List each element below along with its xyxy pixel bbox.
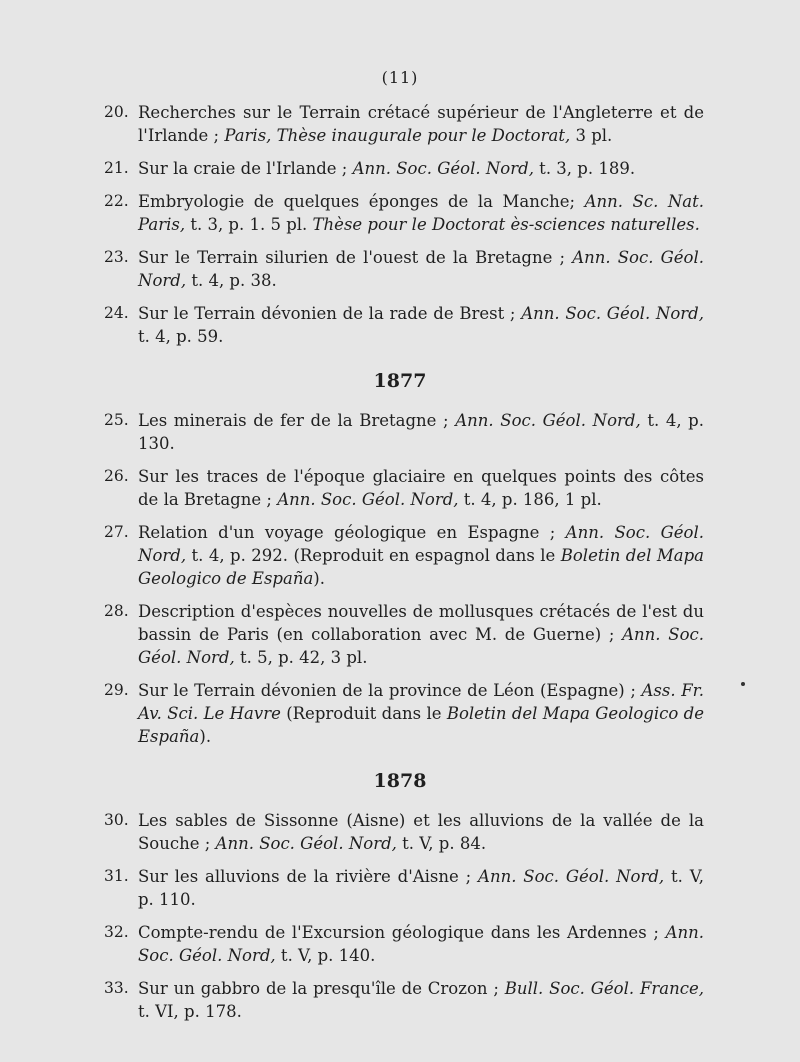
entry-italic-text: Ann. Soc. Géol. Nord, xyxy=(352,159,534,178)
entry-text: Sur le Terrain dévonien de la rade de Brest ; xyxy=(138,304,522,323)
entry-italic-text: Ann. Sc. Nat. Paris, xyxy=(138,192,705,234)
entry-text: ). xyxy=(199,727,212,746)
entry-number: 21. xyxy=(104,159,129,177)
entry-italic-text: Ass. Fr. Av. Sci. Le Havre xyxy=(138,681,704,723)
entry-text: t. 3, p. 1. 5 pl. xyxy=(185,215,313,234)
bibliography-entry xyxy=(0,409,800,455)
entry-italic-text: Ann. Soc. Géol. Nord, xyxy=(138,523,704,565)
entry-text: t. V, p. 140. xyxy=(275,946,376,965)
bibliography-entry xyxy=(0,157,800,180)
year-heading: 1877 xyxy=(373,370,427,392)
entry-italic-text: Ann. Soc. Géol. Nord, xyxy=(138,923,704,965)
entry-text: t. 4, p. 38. xyxy=(186,271,277,290)
bibliography-entry xyxy=(0,921,800,967)
entry-text: t. 3, p. 189. xyxy=(533,159,636,178)
entry-italic-text: Bull. Soc. Géol. France, xyxy=(504,979,704,998)
entry-text: t. V, p. 84. xyxy=(396,834,487,853)
entry-number: 29. xyxy=(104,681,129,699)
bibliography-list xyxy=(0,101,800,1023)
entry-italic-text: Ann. Soc. Géol. Nord, xyxy=(138,625,704,667)
entry-text: Les sables de Sissonne (Aisne) et les alluvions de la vallée de la Souche ; xyxy=(138,811,704,853)
entry-number: 28. xyxy=(104,602,129,620)
bibliography-entry xyxy=(0,865,800,911)
bibliography-entry xyxy=(0,302,800,348)
entry-text: 3 pl. xyxy=(570,126,613,145)
entry-number: 33. xyxy=(104,979,129,997)
entry-text: Sur le Terrain silurien de l'ouest de la Bretagne ; xyxy=(138,248,573,267)
entry-italic-text: Ann. Soc. Géol. Nord, xyxy=(521,304,704,323)
entry-text: t. V, p. 110. xyxy=(138,867,704,909)
year-heading: 1878 xyxy=(373,770,427,792)
entry-number: 25. xyxy=(104,411,129,429)
entry-number: 27. xyxy=(104,523,129,541)
entry-text: ). xyxy=(313,569,325,588)
entry-italic-text: Boletin del Mapa Geologico de España xyxy=(138,704,704,746)
entry-italic-text: Ann. Soc. Géol. Nord, xyxy=(138,248,704,290)
entry-text: t. 4, p. 186, 1 pl. xyxy=(458,490,602,509)
entry-italic-text: Paris, Thèse inaugurale pour le Doctorat, xyxy=(224,126,571,145)
entry-text: Les minerais de fer de la Bretagne ; xyxy=(138,411,456,430)
entry-text: t. 4, p. 130. xyxy=(138,411,704,453)
bibliography-entry xyxy=(0,977,800,1023)
bibliography-entry xyxy=(0,521,800,590)
bibliography-entry xyxy=(0,809,800,855)
entry-text: Sur le Terrain dévonien de la province de Léon (Espagne) ; xyxy=(138,681,642,700)
bibliography-entry xyxy=(0,679,800,748)
entry-number: 30. xyxy=(104,811,129,829)
entry-text: Description d'espèces nouvelles de mollusques crétacés de l'est du bassin de Paris (en collaboration avec M. de Guerne) ; xyxy=(138,602,704,644)
entry-number: 22. xyxy=(104,192,129,210)
bibliography-entry xyxy=(0,246,800,292)
entry-italic-text: Ann. Soc. Géol. Nord, xyxy=(455,411,641,430)
entry-text: Sur les alluvions de la rivière d'Aisne ; xyxy=(138,867,479,886)
entry-text: Sur un gabbro de la presqu'île de Crozon ; xyxy=(138,979,505,998)
ink-spot xyxy=(741,682,745,686)
entry-text: Sur les traces de l'époque glaciaire en quelques points des côtes de la Bretagne ; xyxy=(138,467,704,509)
entry-text: t. 4, p. 59. xyxy=(138,327,224,346)
page-number: (11) xyxy=(381,68,419,87)
entry-text: Embryologie de quelques éponges de la Manche; xyxy=(138,192,585,211)
bibliography-entry xyxy=(0,600,800,669)
entry-italic-text: Ann. Soc. Géol. Nord, xyxy=(215,834,397,853)
bibliography-entry xyxy=(0,465,800,511)
entry-text: Relation d'un voyage géologique en Espagne ; xyxy=(138,523,566,542)
entry-text: Recherches sur le Terrain crétacé supérieur de l'Angleterre et de l'Irlande ; xyxy=(138,103,704,145)
bibliography-entry xyxy=(0,101,800,147)
entry-italic-text: Ann. Soc. Géol. Nord, xyxy=(478,867,665,886)
entry-italic-text: Thèse pour le Doctorat ès-sciences naturelles. xyxy=(312,215,700,234)
entry-text: t. 5, p. 42, 3 pl. xyxy=(234,648,368,667)
entry-italic-text: Boletin del Mapa Geologico de España xyxy=(138,546,704,588)
entry-text: t. VI, p. 178. xyxy=(138,1002,242,1021)
entry-number: 32. xyxy=(104,923,129,941)
entry-text: t. 4, p. 292. (Reproduit en espagnol dans le xyxy=(186,546,561,565)
bibliography-entry xyxy=(0,190,800,236)
entry-number: 24. xyxy=(104,304,129,322)
entry-text: Compte-rendu de l'Excursion géologique dans les Ardennes ; xyxy=(138,923,666,942)
entry-italic-text: Ann. Soc. Géol. Nord, xyxy=(277,490,459,509)
entry-number: 31. xyxy=(104,867,129,885)
entry-text: (Reproduit dans le xyxy=(280,704,447,723)
entry-number: 26. xyxy=(104,467,129,485)
entry-text: Sur la craie de l'Irlande ; xyxy=(138,159,353,178)
entry-number: 20. xyxy=(104,103,129,121)
entry-number: 23. xyxy=(104,248,129,266)
